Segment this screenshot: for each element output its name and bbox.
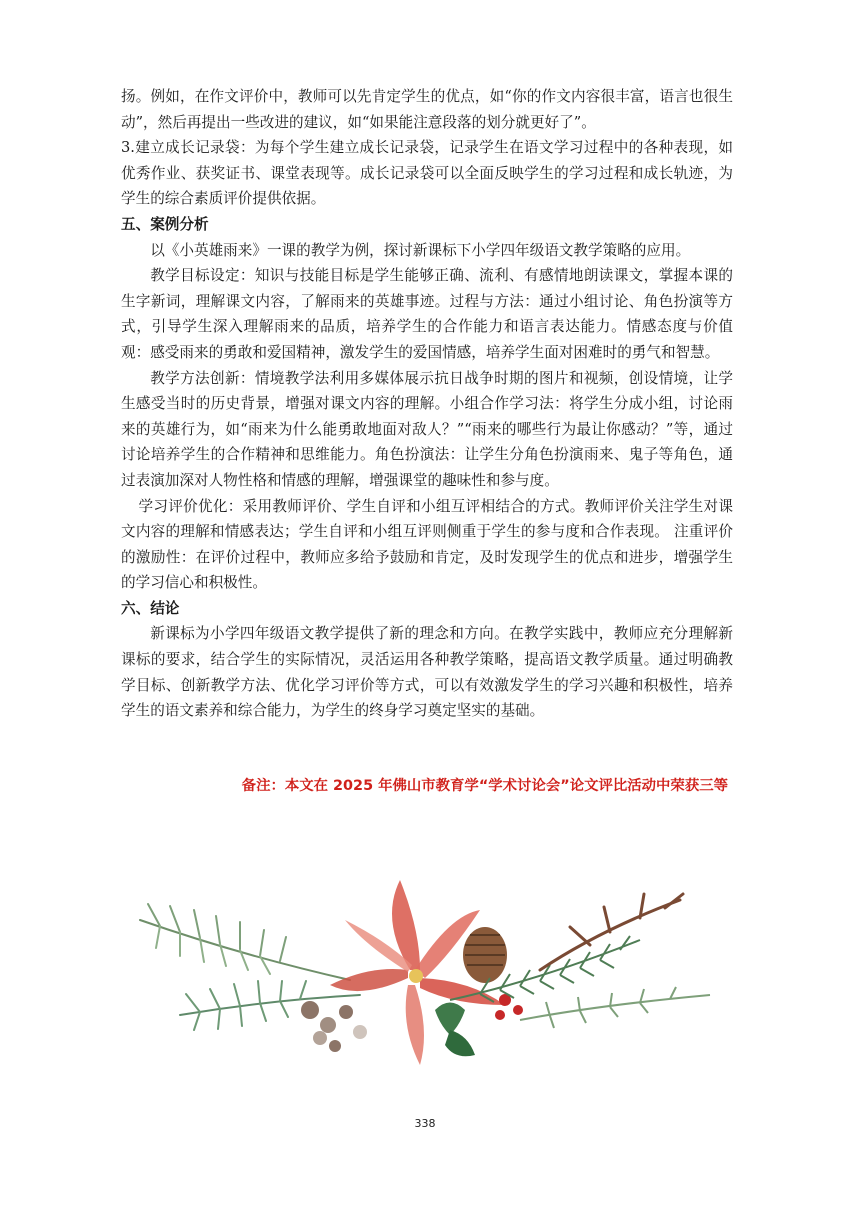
paragraph-case-intro: 以《小英雄雨来》一课的教学为例，探讨新课标下小学四年级语文教学策略的应用。	[150, 241, 691, 259]
fern-branch-right	[520, 987, 710, 1028]
paragraph-teaching-goals: 教学目标设定：知识与技能目标是学生能够正确、流利、有感情地朗读课文，掌握本课的生字新词，理解课文内容，了解雨来的英雄事迹。过程与方法：通过小组讨论、角色扮演等方式，引导学生深入理解雨来的品质，培养学生的合作能力和语言表达能力。情感态度与价值观：感受雨来的勇敢和爱国精神，激发学生的爱国情感，培养学生面对困难时的勇气和智慧。	[121, 267, 733, 361]
seed-pods	[301, 1001, 367, 1052]
paragraph-growth-record: 3.建立成长记录袋：为每个学生建立成长记录袋，记录学生在语文学习过程中的各种表现，如优秀作业、获奖证书、课堂表现等。成长记录袋可以全面反映学生的学习过程和成长轨迹，为学生的综合素质评价提供依据。	[121, 139, 733, 208]
section-heading-conclusion: 六、结论	[121, 599, 180, 617]
paragraph-praise-example: 扬。例如，在作文评价中，教师可以先肯定学生的优点，如“你的作文内容很丰富，语言也很生动”，然后再提出一些改进的建议，如“如果能注意段落的划分就更好了”。	[121, 88, 733, 131]
section-heading-case-analysis: 五、案例分析	[121, 215, 209, 233]
article-body	[121, 84, 733, 724]
award-note: 备注：本文在 2025 年佛山市教育学“学术讨论会”论文评比活动中荣获三等	[241, 778, 728, 794]
paragraph-conclusion: 新课标为小学四年级语文教学提供了新的理念和方向。在教学实践中，教师应充分理解新课标的要求，结合学生的实际情况，灵活运用各种教学策略，提高语文教学质量。通过明确教学目标、创新教学方法、优化学习评价等方式，可以有效激发学生的学习兴趣和积极性，培养学生的语文素养和综合能力，为学生的终身学习奠定坚实的基础。	[121, 625, 733, 720]
holly-leaves	[435, 1003, 475, 1057]
page-number: 338	[414, 1117, 436, 1130]
red-berries	[495, 994, 523, 1020]
fern-branch-left	[140, 904, 360, 1030]
floral-wreath-illustration	[120, 860, 730, 1080]
paragraph-teaching-methods: 教学方法创新：情境教学法利用多媒体展示抗日战争时期的图片和视频，创设情境，让学生感受当时的历史背景，增强对课文内容的理解。小组合作学习法：将学生分成小组，讨论雨来的英雄行为，如“雨来为什么能勇敢地面对敌人？”“雨来的哪些行为最让你感动？”等，通过讨论培养学生的合作精神和思维能力。角色扮演法：让学生分角色扮演雨来、鬼子等角色，通过表演加深对人物性格和情感的理解，增强课堂的趣味性和参与度。	[121, 369, 733, 489]
bare-twigs	[540, 894, 683, 970]
pinecone	[463, 927, 507, 983]
paragraph-learning-evaluation: 学习评价优化：采用教师评价、学生自评和小组互评相结合的方式。教师评价关注学生对课文内容的理解和情感表达；学生自评和小组互评则侧重于学生的参与度和合作表现。 注重评价的激励性：在评价过程中，教师应多给予鼓励和肯定，及时发现学生的优点和进步，增强学生的学习信心和积极性。	[121, 497, 733, 592]
